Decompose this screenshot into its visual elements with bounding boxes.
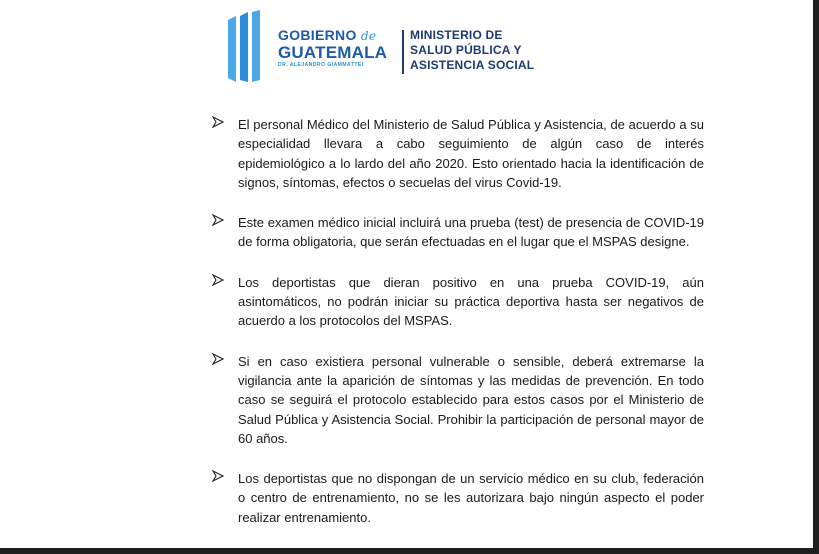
list-item (212, 213, 704, 252)
bullet-text: Los deportistas que dieran positivo en una prueba COVID-19, aún asintomáticos, no podrán iniciar su práctica deportiva hasta ser negativos de acuerdo a los protocolos del MSPAS. (238, 274, 704, 329)
arrowhead-bullet-icon (212, 116, 224, 128)
arrowhead-bullet-icon (212, 274, 224, 286)
scan-edge-right (813, 0, 819, 554)
bullet-text: Si en caso existiera personal vulnerable o sensible, deberá extremarse la vigilancia ante la aparición de síntomas y las medidas de prevención. En todo caso se seguirá el protocolo establecido para estos casos por el Ministerio de Salud Pública y Asistencia Social. Prohibir la participación de personal mayor de 60 años. (238, 353, 704, 446)
logo-divider (402, 30, 404, 74)
list-item (212, 273, 704, 331)
ministry-line-2: SALUD PÚBLICA Y (410, 43, 522, 57)
gobierno-text: GOBIERNO (278, 27, 357, 43)
guatemala-flag-stripes-icon (226, 10, 272, 82)
guatemala-text: GUATEMALA (278, 43, 388, 62)
scan-edge-bottom (0, 548, 819, 554)
ministry-name (410, 28, 560, 73)
ministry-line-3: ASISTENCIA SOCIAL (410, 58, 535, 72)
list-item (212, 469, 704, 527)
de-text: de (360, 29, 377, 43)
arrowhead-bullet-icon (212, 214, 224, 226)
arrowhead-bullet-icon (212, 470, 224, 482)
government-wordmark (278, 28, 398, 69)
list-item (212, 115, 704, 192)
bullet-text: Este examen médico inicial incluirá una prueba (test) de presencia de COVID-19 de forma obligatoria, que serán efectuadas en el lugar que el MSPAS designe. (238, 215, 704, 250)
bullet-text: Los deportistas que no dispongan de un servicio médico en su club, federación o centro de entrenamiento, no se les autorizara bajo ningún aspecto el poder realizar entrenamiento. (238, 471, 704, 525)
bullet-text: El personal Médico del Ministerio de Salud Pública y Asistencia, de acuerdo a su especialidad llevara a cabo seguimiento de algún caso de interés epidemiológico a lo lardo del año 2020. Esto orientado hacia la identificación de signos, síntomas, efectos o secuelas del virus Covid-19. (238, 117, 704, 190)
list-item (212, 352, 704, 448)
president-name: DR. ALEJANDRO GIAMMATTEI (278, 62, 364, 68)
government-logo (226, 10, 556, 82)
arrowhead-bullet-icon (212, 353, 224, 365)
ministry-line-1: MINISTERIO DE (410, 28, 503, 42)
protocol-bullet-list (212, 115, 704, 548)
